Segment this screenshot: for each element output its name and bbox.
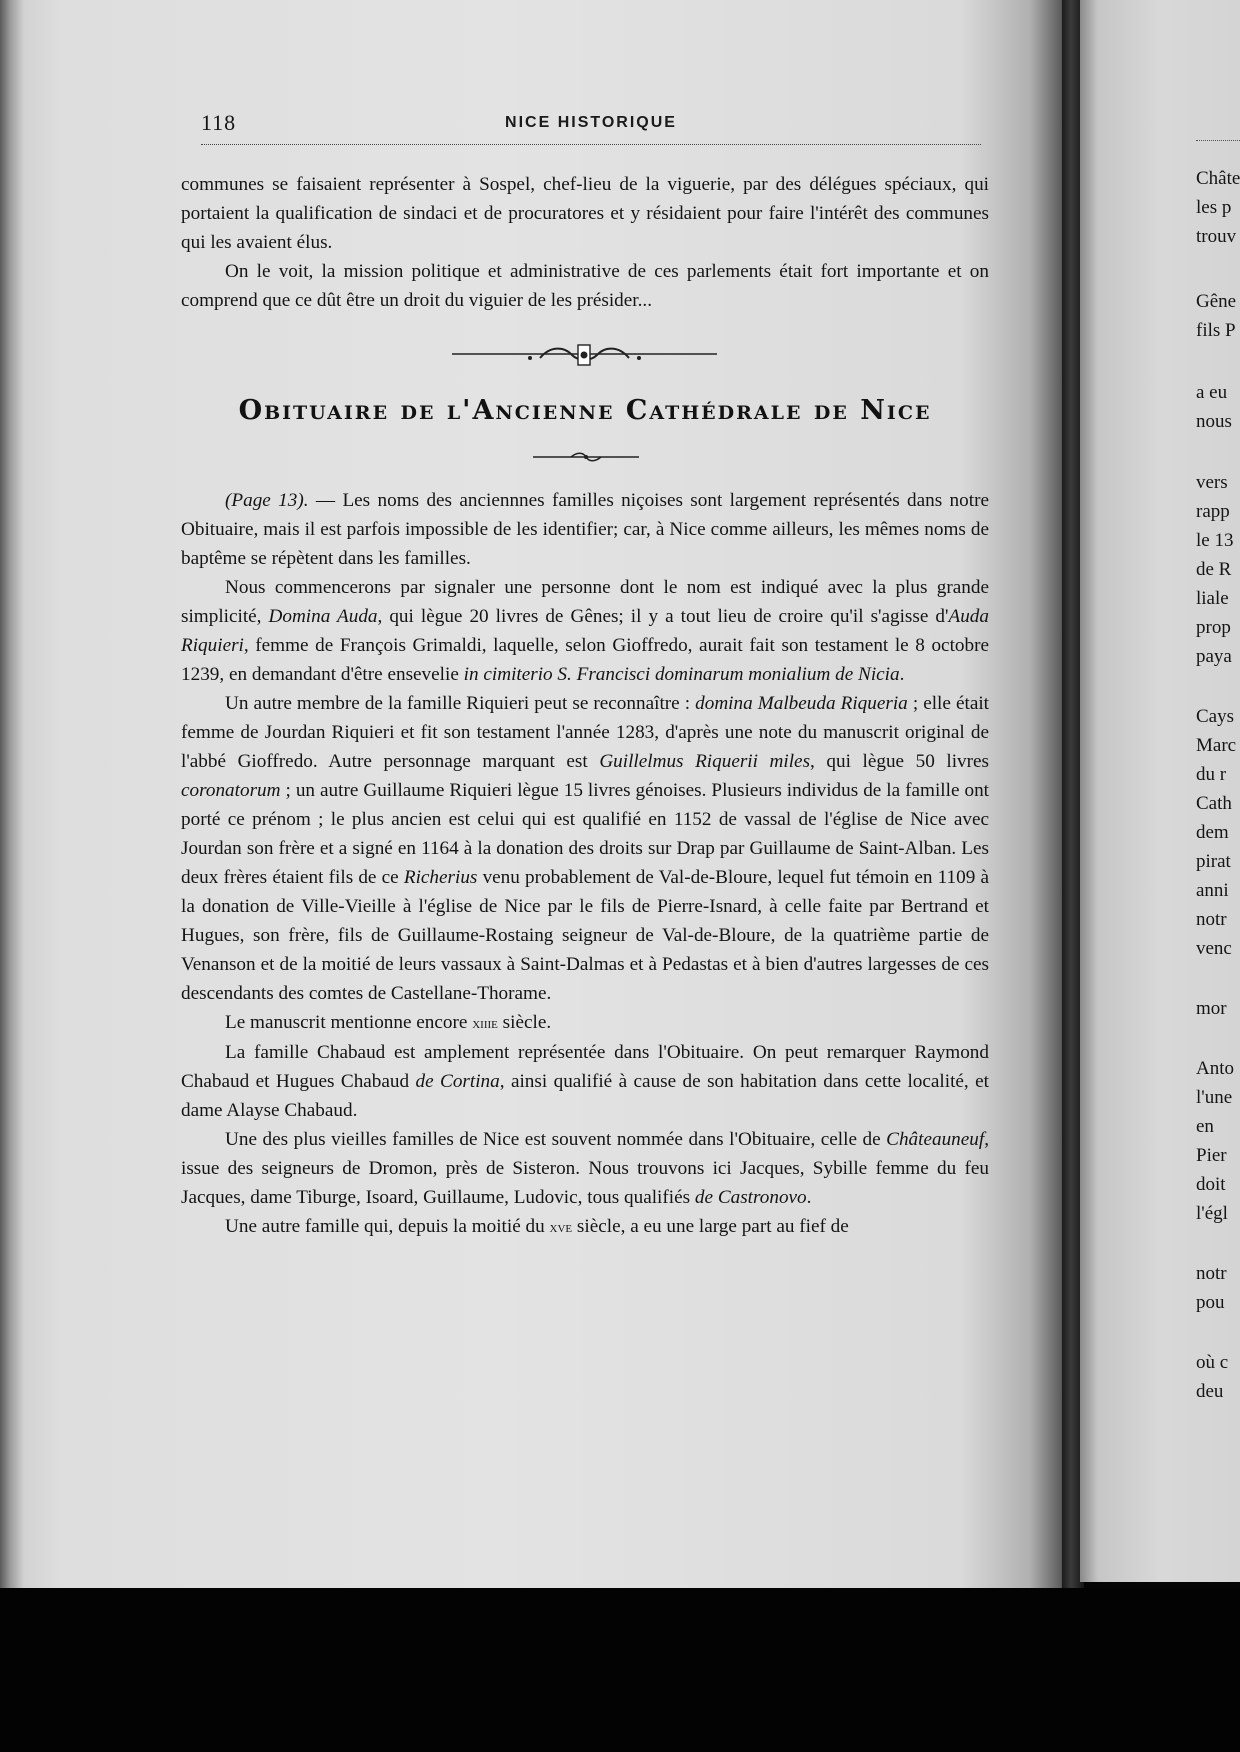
right-page-fragment: notr [1196, 909, 1227, 930]
right-page-fragment: venc [1196, 938, 1232, 959]
right-page-fragment: fils P [1196, 320, 1236, 341]
right-page-head-rule [1196, 140, 1240, 141]
right-page-fragment: les p [1196, 197, 1232, 218]
right-page-fragment: Cath [1196, 793, 1232, 814]
right-page-fragment: liale [1196, 588, 1229, 609]
page-number: 118 [201, 110, 237, 135]
right-page-fragment: dem [1196, 822, 1229, 843]
small-divider [533, 452, 639, 464]
paragraph-3: Un autre membre de la famille Riquieri peut se reconnaître : domina Malbeuda Riqueria ; elle était femme de Jourdan Riquieri et fit son testament l'année 1283, d'après une note du manuscrit original de l'abbé Gioffredo. Autre personnage marquant est Guillelmus Riquerii miles, qui lègue 50 livres coronatorum ; un autre Guillaume Riquieri lègue 15 livres génoises. Plusieurs individus de la famille ont porté ce prénom ; le plus ancien est celui qui est qualifié en 1152 de vassal de l'église de Nice avec Jourdan son frère et a signé en 1164 à la donation des droits sur Drap par Guillaume de Saint-Alban. Les deux frères étaient fils de ce Richerius venu probablement de Val-de-Bloure, lequel fut témoin en 1109 à la donation de Ville-Vieille à l'église de Nice par le fils de Pierre-Isnard, à celle faite par Bertrand et Hugues, son frère, fils de Guillaume-Rostaing seigneur de Val-de-Bloure, de la quatrième partie de Venanson et de la moitié de leurs vassaux à Saint-Dalmas et à Pedastas et à bien d'autres largesses de ces descendants des comtes de Castellane-Thorame. [181, 693, 990, 1004]
section-title: Obituaire de l'Ancienne Cathédrale de Nice [238, 395, 932, 426]
right-page-fragment: paya [1196, 646, 1232, 667]
paragraph-2: Nous commencerons par signaler une personne dont le nom est indiqué avec la plus grande simplicité, Domina Auda, qui lègue 20 livres de Gênes; il y a tout lieu de croire qu'il s'agisse d'Auda Riquieri, femme de François Grimaldi, laquelle, selon Gioffredo, aurait fait son testament le 8 octobre 1239, en demandant d'être ensevelie in cimiterio S. Francisci dominarum monialium de Nicia. [181, 577, 989, 685]
right-page-fragment: a eu [1196, 382, 1228, 403]
right-page-fragment: Marc [1196, 735, 1237, 756]
journal-title: NICE HISTORIQUE [505, 114, 677, 131]
running-head [201, 106, 981, 145]
flourish-ornament [452, 344, 717, 368]
right-page-fragment: doit [1196, 1174, 1226, 1195]
paragraph-1: (Page 13). — Les noms des anciennnes familles niçoises sont largement représentés dans notre Obituaire, mais il est parfois impossible de les identifier; car, à Nice comme ailleurs, les mêmes noms de baptême se répètent dans les familles. [181, 490, 989, 569]
right-page-fragment: pirat [1196, 851, 1231, 872]
paragraph-5: La famille Chabaud est amplement représentée dans l'Obituaire. On peut remarquer Raymond Chabaud et Hugues Chabaud de Cortina, ainsi qualifié à cause de son habitation dans cette localité, et dame Alayse Chabaud. [181, 1042, 989, 1121]
right-page-fragment: nous [1196, 411, 1232, 432]
article-body [181, 486, 989, 1242]
right-page-fragment: du r [1196, 764, 1227, 785]
right-page-fragment: anni [1196, 880, 1229, 901]
right-page-fragment: l'égl [1196, 1203, 1228, 1224]
right-page-fragment: Pier [1196, 1145, 1227, 1166]
scan-background [0, 1588, 1240, 1752]
right-page-fragment: Châte [1196, 168, 1240, 189]
paragraph-7: Une autre famille qui, depuis la moitié du xve siècle, a eu une large part au fief de [225, 1216, 849, 1237]
right-page-fragment: pou [1196, 1292, 1225, 1313]
right-page-fragment: le 13 [1196, 530, 1234, 551]
right-page-fragment: deu [1196, 1381, 1224, 1402]
right-page-fragment: en [1196, 1116, 1214, 1137]
paragraph-6: Une des plus vieilles familles de Nice est souvent nommée dans l'Obituaire, celle de Châteauneuf, issue des seigneurs de Dromon, près de Sisteron. Nous trouvons ici Jacques, Sybille femme du feu Jacques, dame Tiburge, Isoard, Guillaume, Ludovic, tous qualifiés de Castronovo. [181, 1129, 989, 1208]
right-page-fragment: rapp [1196, 501, 1230, 522]
right-page-fragment: notr [1196, 1263, 1227, 1284]
right-page-fragment: l'une [1196, 1087, 1233, 1108]
right-page-fragment: prop [1196, 617, 1231, 638]
right-page-fragment: Anto [1196, 1058, 1234, 1079]
intro-paragraph-1: communes se faisaient représenter à Sospel, chef-lieu de la viguerie, par des délégues spéciaux, qui portaient la qualification de sindaci et de procuratores et y résidaient pour faire l'intérêt des communes qui les avaient élus. [181, 174, 989, 253]
right-page-fragment: Cays [1196, 706, 1234, 727]
right-page-fragment: où c [1196, 1352, 1229, 1373]
right-page-fragment: Gêne [1196, 291, 1237, 312]
right-page-fragment: mor [1196, 998, 1227, 1019]
right-page-fragment: de R [1196, 559, 1232, 580]
paragraph-4: Le manuscrit mentionne encore xiiie siècle. [225, 1012, 552, 1033]
right-page-fragment: vers [1196, 472, 1228, 493]
right-page-fragment: trouv [1196, 226, 1237, 247]
intro-text [181, 170, 989, 315]
intro-paragraph-2: On le voit, la mission politique et administrative de ces parlements était fort importante et on comprend que ce dût être un droit du viguier de les présider... [181, 261, 989, 311]
